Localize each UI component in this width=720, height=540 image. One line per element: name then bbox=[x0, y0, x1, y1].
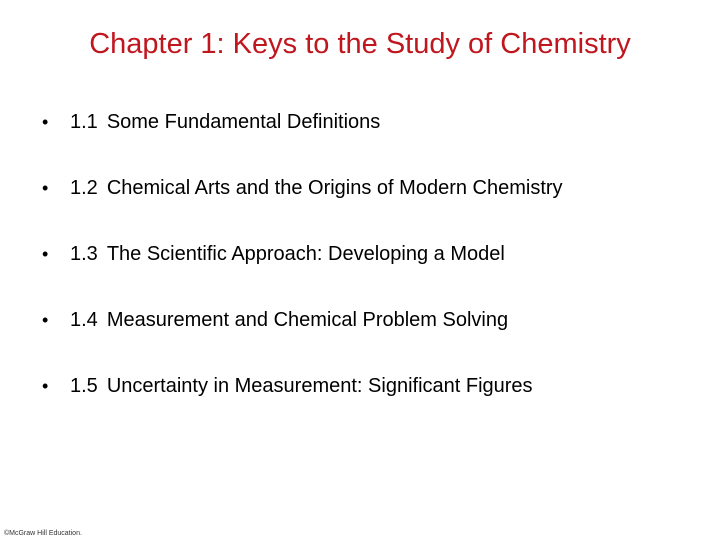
list-item bbox=[42, 106, 563, 139]
bullet-icon: • bbox=[42, 376, 49, 396]
list-item bbox=[42, 238, 563, 271]
section-number: 1.3 bbox=[70, 243, 98, 265]
list-item bbox=[42, 370, 563, 403]
bullet-list bbox=[42, 106, 563, 436]
section-number: 1.1 bbox=[70, 111, 98, 133]
bullet-icon: • bbox=[42, 244, 49, 264]
section-title: Chemical Arts and the Origins of Modern Chemistry bbox=[106, 177, 563, 199]
copyright-footer: ©McGraw Hill Education. bbox=[4, 530, 82, 537]
bullet-icon: • bbox=[42, 112, 49, 132]
bullet-icon: • bbox=[42, 310, 49, 330]
bullet-icon: • bbox=[42, 178, 49, 198]
section-title: Measurement and Chemical Problem Solving bbox=[106, 309, 509, 331]
section-title: The Scientific Approach: Developing a Model bbox=[106, 243, 505, 265]
section-title: Some Fundamental Definitions bbox=[106, 111, 381, 133]
list-item bbox=[42, 172, 563, 205]
slide-title: Chapter 1: Keys to the Study of Chemistry bbox=[89, 28, 631, 60]
section-number: 1.5 bbox=[70, 375, 98, 397]
list-item bbox=[42, 304, 563, 337]
section-number: 1.4 bbox=[70, 309, 98, 331]
section-number: 1.2 bbox=[70, 177, 98, 199]
section-title: Uncertainty in Measurement: Significant Figures bbox=[106, 375, 533, 397]
